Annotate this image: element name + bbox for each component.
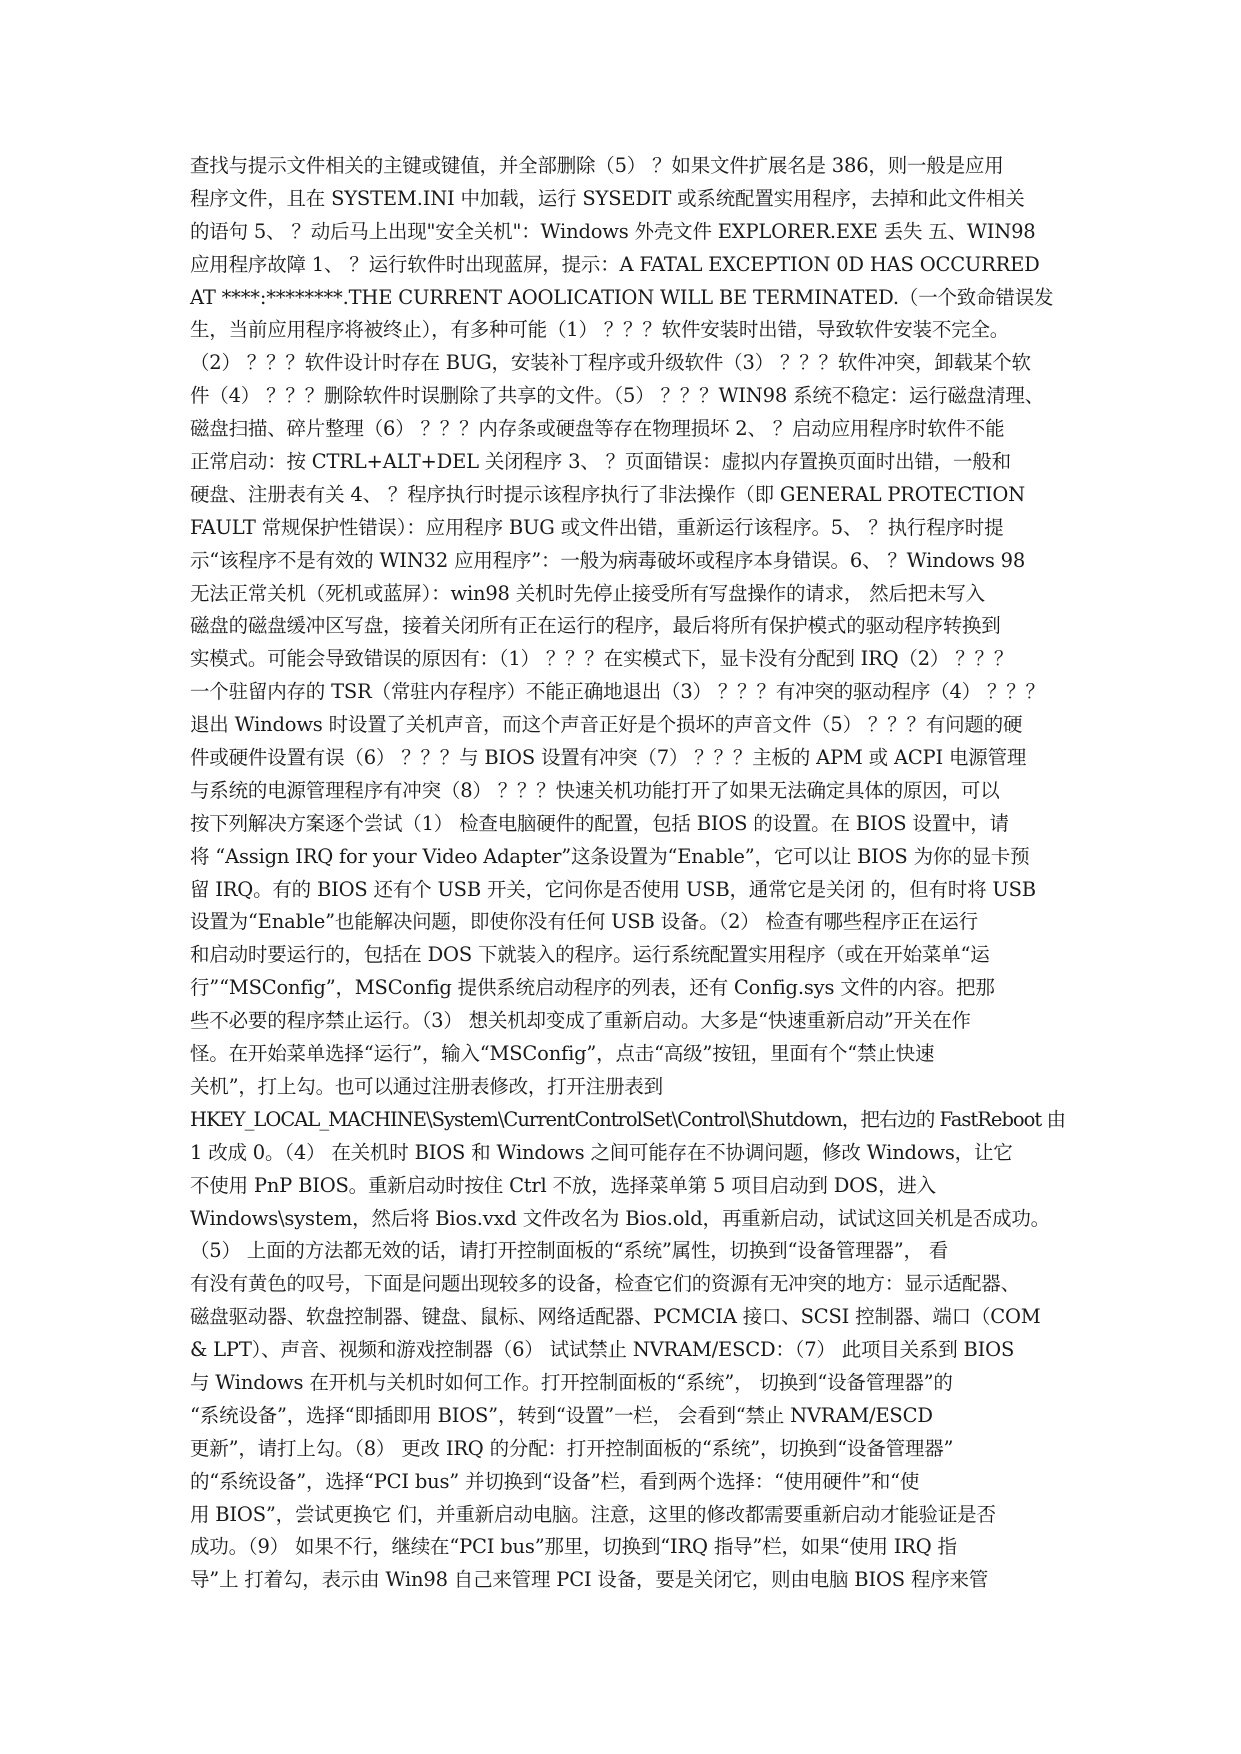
text-line: 成功。（9） 如果不行，继续在“PCI bus”那里，切换到“IRQ 指导”栏，如果“使用 IRQ 指 [190,1535,957,1559]
text-line: 与系统的电源管理程序有冲突（8） ？？？快速关机功能打开了如果无法确定具体的原因，可以 [190,778,1000,802]
text-line: Windows\system，然后将 Bios.vxd 文件改名为 Bios.old，再重新启动，试试这回关机是否成功。 [190,1206,1050,1230]
text-line: 件或硬件设置有误（6） ？？？与 BIOS 设置有冲突（7） ？？？主板的 APM 或 ACPI 电源管理 [190,746,1027,770]
text-line: 一个驻留内存的 TSR（常驻内存程序）不能正确地退出（3） ？？？有冲突的驱动程序（4） ？？？ [190,680,1045,704]
text-line: 实模式。可能会导致错误的原因有：（1） ？？？在实模式下，显卡没有分配到 IRQ（2） ？？？ [190,647,1014,671]
text-line: 正常启动：按 CTRL+ALT+DEL 关闭程序 3、 ？页面错误：虚拟内存置换页面时出错，一般和 [190,450,1011,474]
text-line: 程序文件，且在 SYSTEM.INI 中加载，运行 SYSEDIT 或系统配置实用程序，去掉和此文件相关 [190,186,1025,210]
text-line: 查找与提示文件相关的主键或键值，并全部删除（5） ？如果文件扩展名是 386，则一般是应用 [190,154,1004,177]
text-line: 关机”，打上勾。也可以通过注册表修改，打开注册表到 [190,1074,663,1098]
text-line: 件（4） ？？？删除软件时误删除了共享的文件。（5） ？？？WIN98 系统不稳定：运行磁盘清理、 [190,384,1044,408]
text-line: 磁盘的磁盘缓冲区写盘，接着关闭所有正在运行的程序，最后将所有保护模式的驱动程序转换到 [190,614,1001,638]
text-line: FAULT 常规保护性错误）：应用程序 BUG 或文件出错，重新运行该程序。5、 ？执行程序时提 [190,515,1004,539]
text-line: 和启动时要运行的，包括在 DOS 下就装入的程序。运行系统配置实用程序（或在开始菜单“运 [190,943,990,967]
text-line: 退出 Windows 时设置了关机声音，而这个声音正好是个损坏的声音文件（5） ？？？有问题的硬 [190,713,1023,737]
text-line: “系统设备”，选择“即插即用 BIOS”，转到“设置”一栏， 会看到“禁止 NVRAM/ESCD [190,1403,933,1427]
text-line: 怪。在开始菜单选择“运行”，输入“MSConfig”，点击“高级”按钮，里面有个“禁止快速 [190,1042,935,1066]
text-line: 的“系统设备”，选择“PCI bus” 并切换到“设备”栏，看到两个选择：“使用硬件”和“使 [190,1469,920,1493]
text-line: 更新”，请打上勾。（8） 更改 IRQ 的分配：打开控制面板的“系统”，切换到“设备管理器” [190,1436,954,1460]
text-line: （5） 上面的方法都无效的话，请打开控制面板的“系统”属性，切换到“设备管理器”， 看 [190,1239,949,1263]
text-line: 不使用 PnP BIOS。重新启动时按住 Ctrl 不放，选择菜单第 5 项目启动到 DOS，进入 [190,1173,936,1197]
text-line: 硬盘、注册表有关 4、 ？程序执行时提示该程序执行了非法操作（即 GENERAL PROTECTION [190,482,1026,506]
text-line: 磁盘扫描、碎片整理（6） ？？？内存条或硬盘等存在物理损坏 2、 ？启动应用程序时软件不能 [190,417,1005,441]
text-line: 应用程序故障 1、 ？运行软件时出现蓝屏，提示：A FATAL EXCEPTION 0D HAS OCCURRED [190,252,1040,276]
text-line: 示“该程序不是有效的 WIN32 应用程序”：一般为病毒破坏或程序本身错误。6、 ？Windows 98 [190,548,1026,572]
text-line: 设置为“Enable”也能解决问题，即使你没有任何 USB 设备。（2） 检查有哪些程序正在运行 [190,910,978,934]
text-line: 留 IRQ。有的 BIOS 还有个 USB 开关，它问你是否使用 USB，通常它是关闭 的，但有时将 USB [190,877,1036,901]
text-line: 用 BIOS”，尝试更换它 们，并重新启动电脑。注意，这里的修改都需要重新启动才能验证是否 [190,1502,996,1526]
text-line: （2） ？？？软件设计时存在 BUG，安装补丁程序或升级软件（3） ？？？软件冲突，卸载某个软 [190,351,1031,375]
text-line: 磁盘驱动器、软盘控制器、键盘、鼠标、网络适配器、PCMCIA 接口、SCSI 控制器、端口（COM [190,1305,1041,1329]
text-line: 的语句 5、 ？动后马上出现"安全关机"：Windows 外壳文件 EXPLORER.EXE 丢失 五、WIN98 [190,219,1036,243]
text-line: 将 “Assign IRQ for your Video Adapter”这条设置为“Enable”，它可以让 BIOS 为你的显卡预 [190,844,1030,868]
text-line: 行”“MSConfig”，MSConfig 提供系统启动程序的列表，还有 Config.sys 文件的内容。把那 [190,976,995,1000]
text-line: & LPT）、声音、视频和游戏控制器（6） 试试禁止 NVRAM/ESCD：（7） 此项目关系到 BIOS [190,1338,1015,1362]
text-line: HKEY_LOCAL_MACHINE\System\CurrentControlSet\Control\Shutdown，把右边的 FastReboot 由 [190,1107,1065,1131]
body-text [190,150,1070,1597]
text-line: 无法正常关机（死机或蓝屏）：win98 关机时先停止接受所有写盘操作的请求， 然后把未写入 [190,581,985,605]
text-line: 导”上 打着勾，表示由 Win98 自己来管理 PCI 设备，要是关闭它，则由电脑 BIOS 程序来管 [190,1568,989,1592]
text-line: 与 Windows 在开机与关机时如何工作。打开控制面板的“系统”， 切换到“设备管理器”的 [190,1370,953,1394]
text-line: 1 改成 0。（4） 在关机时 BIOS 和 Windows 之间可能存在不协调问题，修改 Windows，让它 [190,1140,1013,1164]
text-line: AT ****:********.THE CURRENT AOOLICATION WILL BE TERMINATED.（一个致命错误发 [190,285,1054,309]
text-line: 生，当前应用程序将被终止），有多种可能（1） ？？？软件安装时出错，导致软件安装不完全。 [190,318,1010,342]
text-line: 些不必要的程序禁止运行。（3） 想关机却变成了重新启动。大多是“快速重新启动”开关在作 [190,1009,971,1033]
text-line: 按下列解决方案逐个尝试（1） 检查电脑硬件的配置，包括 BIOS 的设置。在 BIOS 设置中，请 [190,811,1009,835]
text-line: 有没有黄色的叹号，下面是问题出现较多的设备，检查它们的资源有无冲突的地方：显示适配器、 [190,1272,1020,1296]
